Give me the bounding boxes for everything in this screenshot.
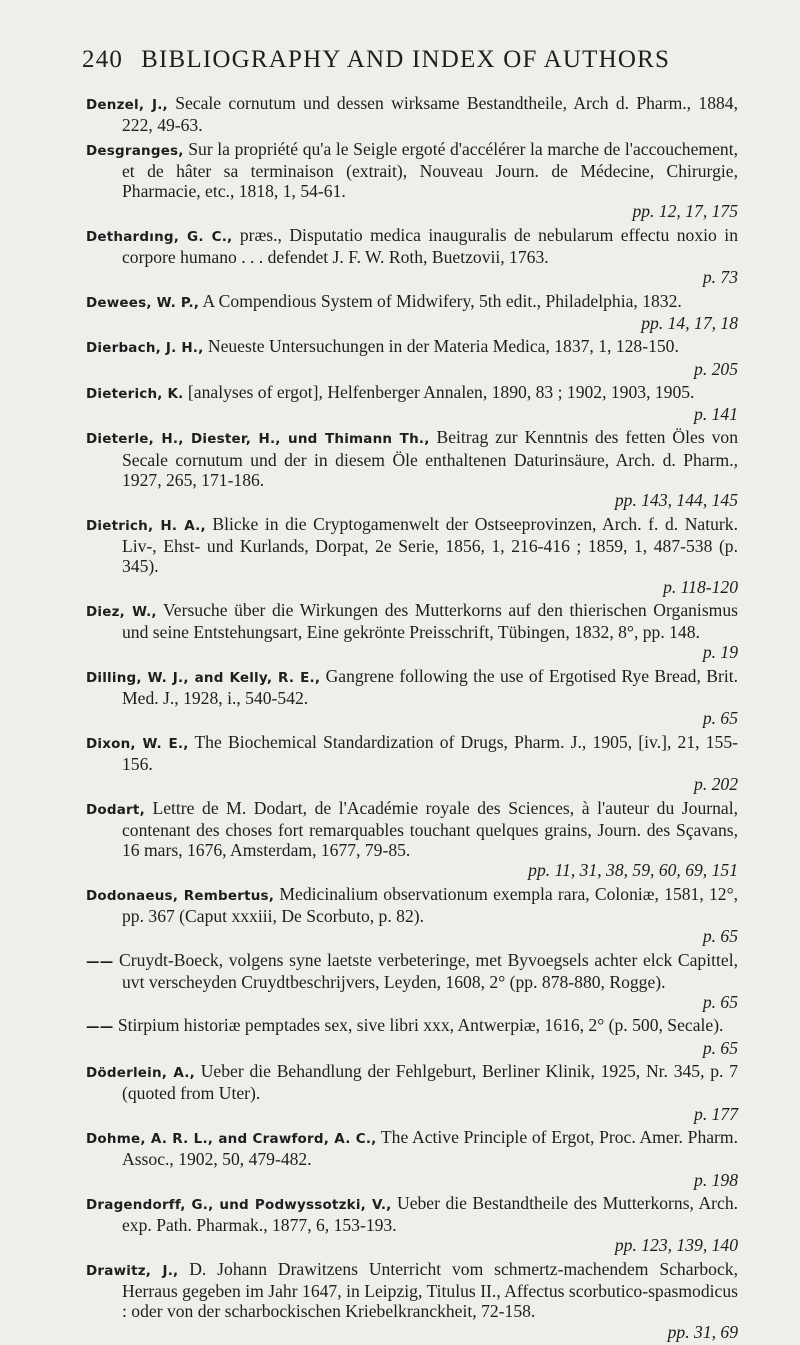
entry-page-ref: p. 202 — [694, 774, 738, 795]
entry-author: —— — [86, 953, 114, 970]
entry-page-ref: p. 65 — [702, 708, 738, 729]
bibliography-entry — [86, 1015, 738, 1058]
entry-text: Sur la propriété qu'a le Seigle ergoté d'accélérer la marche de l'accouchement, et de hâter sa terminaison (extrait), Nouveau Journ. de Médecine, Chirurgie, Pharmacie, etc., 1818, 1, 54-61. — [122, 138, 738, 202]
entry-page-ref: p. 73 — [702, 267, 738, 288]
entry-author: Dohme, A. R. L., and Crawford, A. C., — [86, 1130, 377, 1147]
entry-text: Cruydt-Boeck, volgens syne laetste verbeteringe, met Byvoegsels achter elck Capittel, uvt verscheyden Cruydtbeschrijvers, Leyden, 1608, 2° (pp. 878-880, Rogge). — [119, 949, 738, 992]
entry-text: Neueste Untersuchungen in der Materia Medica, 1837, 1, 128-150. — [207, 336, 679, 357]
bibliography-entry — [86, 798, 738, 881]
bibliography-entry — [86, 1061, 738, 1124]
entry-author: Dewees, W. P., — [86, 294, 200, 311]
bibliography-entry — [86, 884, 738, 947]
entry-text: D. Johann Drawitzens Unterricht vom schmertz-machendem Scharbock, Herraus gegeben im Jahr 1647, in Leipzig, Titulus II., Affectus scorbutico-spasmodicus : oder von der scharbockischen Kriebelkranckheit, 72-158. — [122, 1258, 738, 1322]
entry-author: Diez, W., — [86, 603, 157, 620]
bibliography-entry — [86, 600, 738, 663]
entry-author: —— — [86, 1019, 114, 1036]
entry-page-ref: p. 65 — [702, 926, 738, 947]
entry-author: Dilling, W. J., and Kelly, R. E., — [86, 669, 321, 686]
entry-page-ref: pp. 123, 139, 140 — [614, 1235, 738, 1256]
entry-author: Drawitz, J., — [86, 1262, 179, 1279]
running-header — [82, 44, 742, 76]
entry-text: Ueber die Behandlung der Fehlgeburt, Berliner Klinik, 1925, Nr. 345, p. 7 (quoted from Uter). — [122, 1061, 738, 1104]
entry-text: Ueber die Bestandtheile des Mutterkorns, Arch. exp. Path. Pharmak., 1877, 6, 153-193. — [122, 1192, 739, 1236]
entry-text: The Biochemical Standardization of Drugs, Pharm. J., 1905, [iv.], 21, 155-156. — [122, 731, 738, 774]
bibliography-entry — [86, 514, 738, 597]
entry-page-ref: p. 205 — [694, 358, 738, 379]
bibliography-entry — [86, 950, 738, 1013]
entry-page-ref: pp. 14, 17, 18 — [641, 312, 738, 333]
entry-page-ref: p. 198 — [694, 1169, 738, 1190]
entry-page-ref: pp. 31, 69 — [667, 1321, 738, 1342]
entry-author: Döderlein, A., — [86, 1065, 195, 1082]
bibliography-entry — [86, 225, 738, 288]
entry-page-ref: p. 177 — [694, 1103, 738, 1124]
entry-text: Medicinalium observationum exempla rara, Coloniæ, 1581, 12°, pp. 367 (Caput xxxiii, De Scorbuto, p. 82). — [122, 883, 738, 926]
entry-page-ref: p. 65 — [702, 992, 738, 1013]
entry-text: Gangrene following the use of Ergotised Rye Bread, Brit. Med. J., 1928, i., 540-542. — [122, 665, 738, 709]
entry-author: Dierbach, J. H., — [86, 340, 204, 357]
entry-author: Dethardıng, G. C., — [86, 228, 233, 245]
entry-text: Versuche über die Wirkungen des Mutterkorns auf den thierischen Organismus und seine Entstehungsart, Eine gekrönte Preisschrift, Tübingen, 1832, 8°, pp. 148. — [122, 599, 738, 643]
bibliography-entry — [86, 139, 738, 222]
entry-page-ref: pp. 143, 144, 145 — [614, 490, 738, 511]
entry-author: Dixon, W. E., — [86, 735, 189, 752]
bibliography-entry — [86, 1127, 738, 1190]
entry-author: Dietrich, H. A., — [86, 517, 206, 534]
entry-text: Lettre de M. Dodart, de l'Académie royale des Sciences, à l'auteur du Journal, contenant des choses fort remarquables touchant quelques grains, Journ. des Sçavans, 16 mars, 1676, Amsterdam, 1677, 79-85. — [122, 797, 738, 861]
entry-text: Beitrag zur Kenntnis des fetten Öles von Secale cornutum und der in diesem Öle enthaltenen Daturinsäure, Arch. d. Pharm., 1927, 265, 171-186. — [122, 427, 738, 491]
bibliography-entry — [86, 1259, 738, 1342]
bibliography-entry — [86, 382, 738, 425]
bibliography-entry — [86, 1193, 738, 1256]
entry-text: A Compendious System of Midwifery, 5th edit., Philadelphia, 1832. — [202, 290, 682, 311]
entry-author: Dieterich, K. — [86, 385, 184, 402]
entry-text: Blicke in die Cryptogamenwelt der Ostseeprovinzen, Arch. f. d. Naturk. Liv-, Ehst- und Kurlands, Dorpat, 2e Serie, 1856, 1, 216-416 ; 1859, 1, 487-538 (p. 345). — [122, 513, 738, 577]
entry-author: Denzel, J., — [86, 97, 168, 113]
bibliography-list — [86, 93, 738, 1345]
entry-author: Dragendorff, G., und Podwyssotzki, V., — [86, 1196, 392, 1213]
bibliography-entry — [86, 427, 738, 510]
bibliography-entry — [86, 93, 738, 136]
entry-text: Stirpium historiæ pemptades sex, sive libri xxx, Antwerpiæ, 1616, 2° (p. 500, Secale). — [117, 1015, 724, 1036]
entry-author: Dodart, — [86, 801, 145, 818]
entry-page-ref: p. 141 — [694, 404, 738, 425]
page-title: BIBLIOGRAPHY AND INDEX OF AUTHORS — [141, 46, 671, 73]
entry-page-ref: p. 65 — [702, 1037, 738, 1058]
entry-page-ref: pp. 12, 17, 175 — [632, 201, 738, 222]
entry-author: Dodonaeus, Rembertus, — [86, 887, 275, 904]
entry-text: Secale cornutum und dessen wirksame Bestandtheile, Arch d. Pharm., 1884, 222, 49-63. — [122, 93, 738, 136]
entry-text: The Active Principle of Ergot, Proc. Amer. Pharm. Assoc., 1902, 50, 479-482. — [122, 1126, 738, 1170]
page-number: 240 — [82, 46, 124, 73]
entry-text: [analyses of ergot], Helfenberger Annalen, 1890, 83 ; 1902, 1903, 1905. — [187, 381, 695, 402]
entry-author: Dieterle, H., Diester, H., und Thimann Th., — [86, 431, 430, 448]
entry-text: præs., Disputatio medica inauguralis de nebularum effectu noxio in corpore humano . . . defendet J. F. W. Roth, Buetzovii, 1763. — [122, 224, 738, 268]
bibliography-entry — [86, 336, 738, 379]
bibliography-entry — [86, 666, 738, 729]
entry-page-ref: p. 19 — [702, 642, 738, 663]
entry-page-ref: p. 118-120 — [663, 576, 738, 597]
bibliography-entry — [86, 732, 738, 795]
entry-author: Desgranges, — [86, 142, 184, 159]
bibliography-entry — [86, 291, 738, 334]
entry-page-ref: pp. 11, 31, 38, 59, 60, 69, 151 — [528, 860, 738, 881]
